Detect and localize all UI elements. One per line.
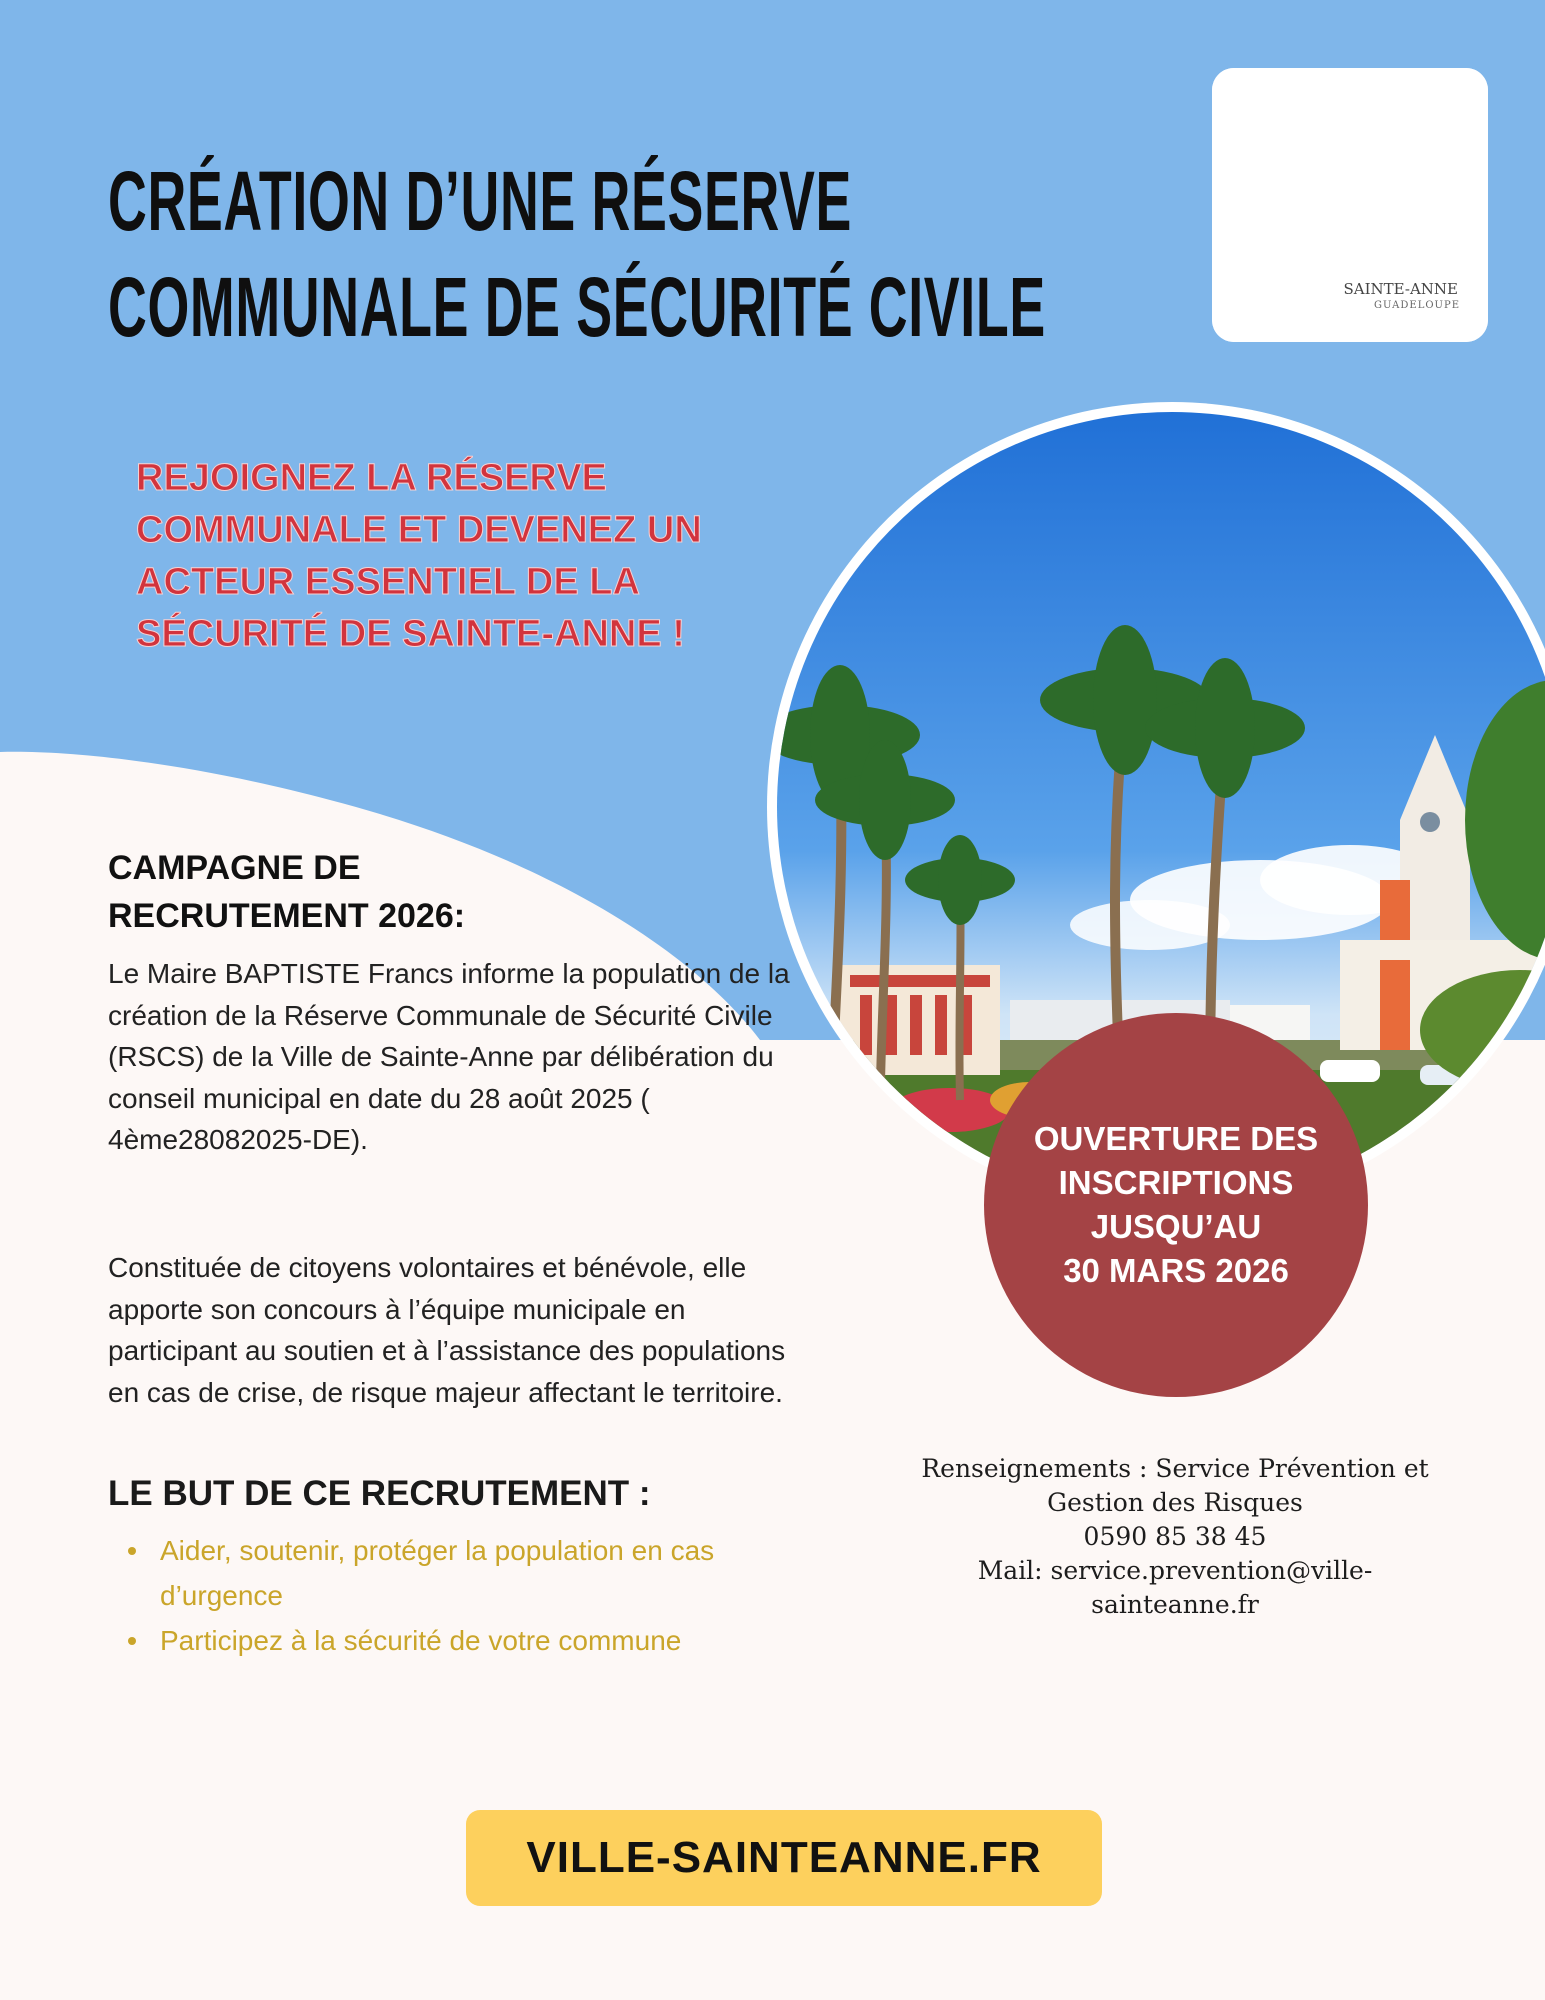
goal-title: LE BUT DE CE RECRUTEMENT :	[108, 1474, 651, 1513]
contact-line-2: Gestion des Risques	[1047, 1488, 1303, 1517]
tagline-heading: REJOIGNEZ LA RÉSERVE COMMUNALE ET DEVENEZ UN ACTEUR ESSENTIEL DE LA SÉCURITÉ DE SAINTE-ANNE !	[136, 457, 702, 655]
contact-line-1: Renseignements : Service Prévention et	[921, 1454, 1429, 1483]
goal-item-text: Participez à la sécurité de votre commune	[160, 1625, 682, 1656]
goal-list	[108, 1528, 768, 1663]
campaign-paragraph-2: Constituée de citoyens volontaires et bénévole, elle apporte son concours à l’équipe municipale en participant au soutien et à l’assistance des populations en cas de crise, de risque majeur affectant le territoire.	[108, 1252, 786, 1408]
contact-info	[900, 1452, 1450, 1622]
goal-item-text: Aider, soutenir, protéger la population en cas d’urgence	[160, 1535, 715, 1611]
campaign-paragraph-1: Le Maire BAPTISTE Francs informe la population de la création de la Réserve Communale de Sécurité Civile (RSCS) de la Ville de Sainte-Anne par délibération du conseil municipal en date du 28 août 2025 ( 4ème28082025-DE).	[108, 958, 790, 1155]
title-line-1: CRÉATION D’UNE RÉSERVE	[108, 154, 852, 248]
registration-badge	[984, 1013, 1368, 1397]
title-line-2: COMMUNALE DE SÉCURITÉ CIVILE	[108, 260, 1046, 354]
registration-deadline: 30 MARS 2026	[1063, 1252, 1289, 1289]
logo-region-name: GUADELOUPE	[1374, 300, 1460, 311]
registration-text	[1006, 1117, 1346, 1293]
contact-mail-2[interactable]: sainteanne.fr	[1091, 1590, 1259, 1619]
goal-item	[108, 1528, 768, 1618]
campaign-title: CAMPAGNE DE RECRUTEMENT 2026:	[108, 849, 466, 935]
logo-town-name: SAINTE-ANNE	[1343, 280, 1458, 298]
registration-line-1: OUVERTURE DES	[1033, 1120, 1319, 1157]
registration-line-3: JUSQU’AU	[1090, 1208, 1262, 1245]
contact-phone[interactable]: 0590 85 38 45	[1083, 1522, 1267, 1551]
page-title	[108, 148, 1046, 360]
sainte-anne-logo	[1212, 68, 1488, 342]
contact-mail-1[interactable]: Mail: service.prevention@ville-	[977, 1556, 1373, 1585]
goal-item	[108, 1618, 768, 1663]
bullet-dot-icon	[128, 1637, 136, 1645]
website-button[interactable]: VILLE-SAINTEANNE.FR	[466, 1810, 1102, 1906]
bullet-dot-icon	[128, 1547, 136, 1555]
registration-line-2: INSCRIPTIONS	[1058, 1164, 1294, 1201]
